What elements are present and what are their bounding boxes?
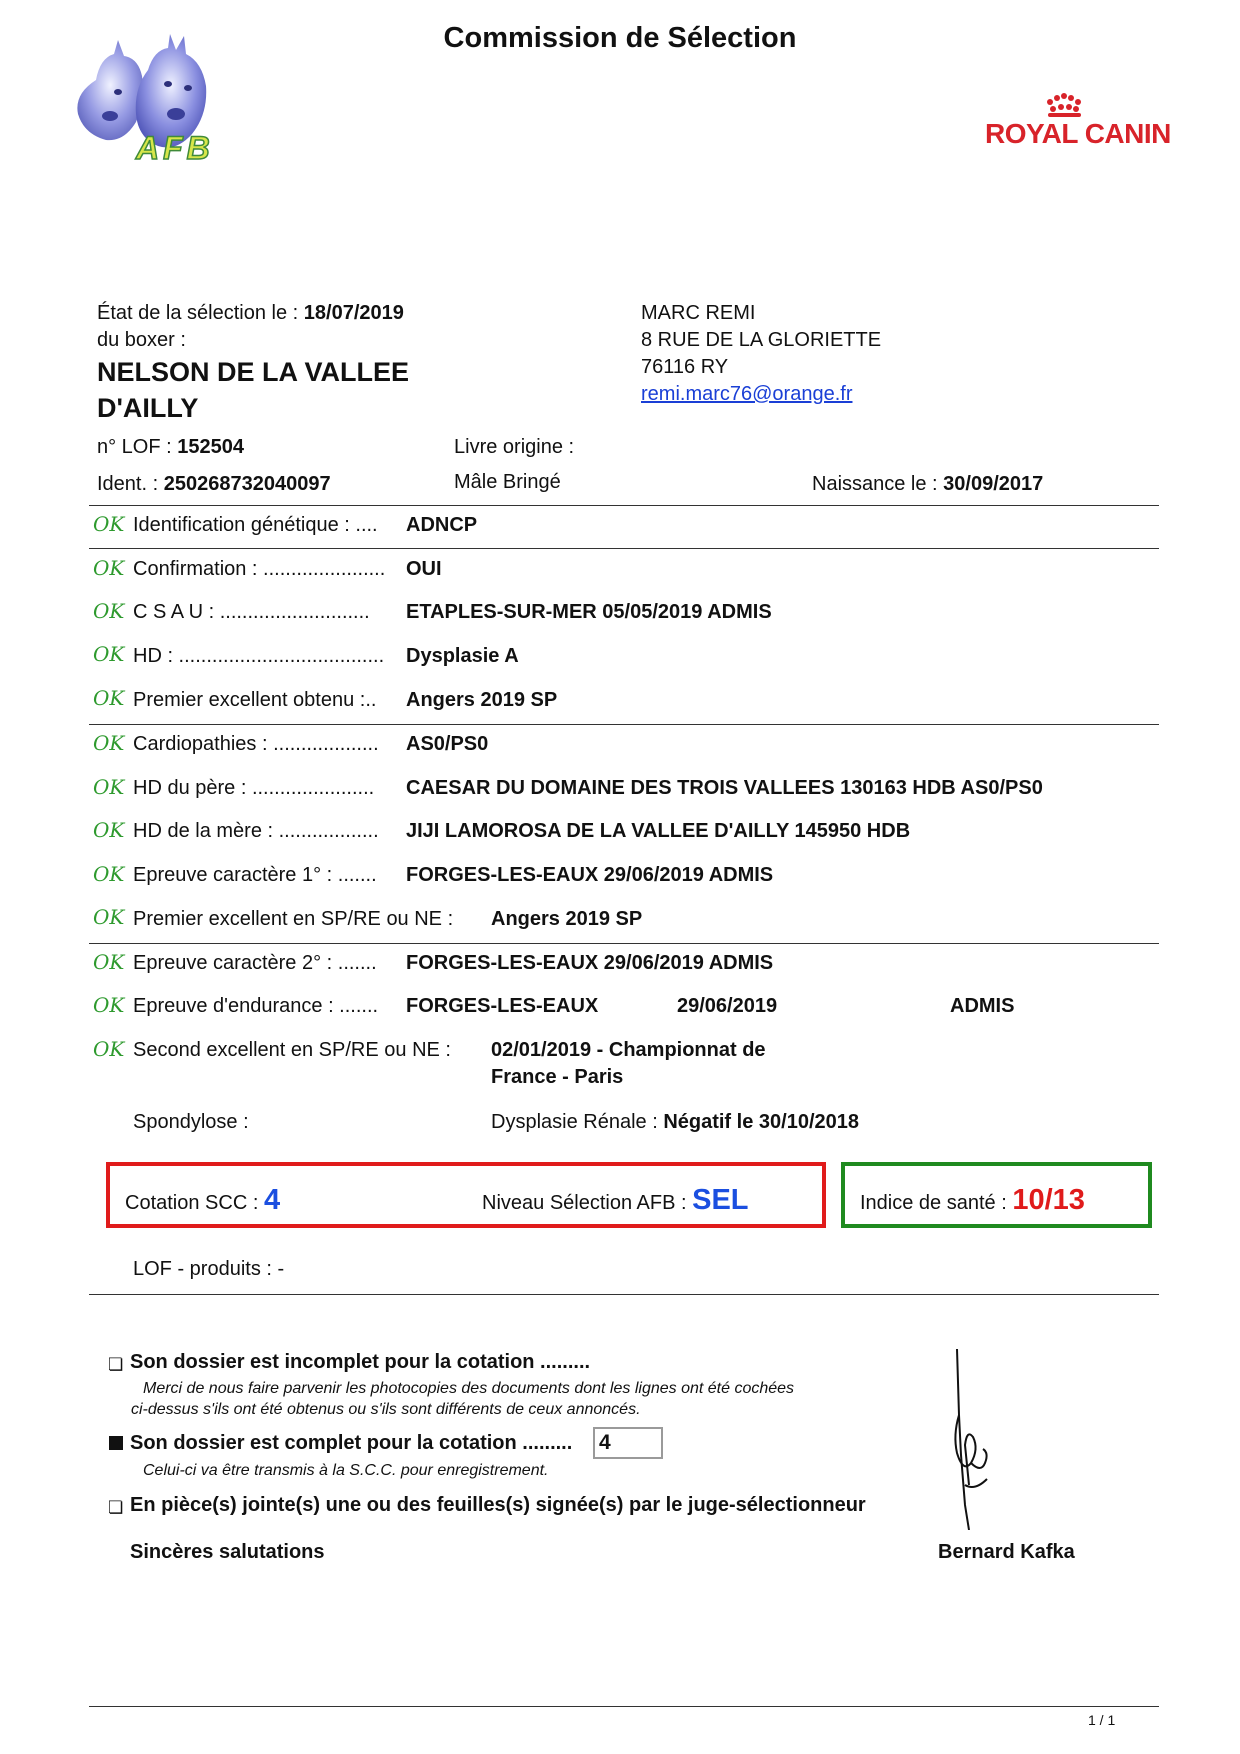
ident-value: 250268732040097 bbox=[163, 473, 331, 495]
health-index bbox=[860, 1184, 1085, 1217]
complete-checkbox[interactable] bbox=[109, 1436, 123, 1450]
ok-mark: OK bbox=[93, 950, 125, 974]
cotation-scc bbox=[125, 1184, 280, 1217]
character1-value: FORGES-LES-EAUX 29/06/2019 ADMIS bbox=[406, 864, 774, 886]
lof-value: 152504 bbox=[177, 436, 244, 458]
ok-mark: OK bbox=[93, 993, 125, 1017]
first-excellent-value: Angers 2019 SP bbox=[406, 689, 558, 711]
afb-logo-text: AFB bbox=[136, 130, 214, 166]
endurance-date: 29/06/2019 bbox=[677, 995, 778, 1017]
renal-label: Dysplasie Rénale : bbox=[491, 1111, 664, 1133]
ident-label: Ident. : bbox=[97, 473, 164, 495]
complete-text: Son dossier est complet pour la cotation ......... bbox=[130, 1432, 573, 1454]
cardio-label: Cardiopathies : ................... bbox=[133, 733, 379, 755]
signature-icon bbox=[935, 1345, 1005, 1530]
birth-line bbox=[812, 473, 1043, 496]
birth-value: 30/09/2017 bbox=[943, 473, 1044, 495]
signatory-name: Bernard Kafka bbox=[938, 1541, 1075, 1563]
health-label: Indice de santé : bbox=[860, 1192, 1013, 1214]
endurance-label: Epreuve d'endurance : ....... bbox=[133, 995, 379, 1017]
boxer-label: du boxer : bbox=[97, 329, 186, 351]
owner-address2: 76116 RY bbox=[641, 356, 729, 378]
confirmation-label: Confirmation : ...................... bbox=[133, 558, 386, 580]
niveau-selection bbox=[482, 1184, 749, 1217]
character2-label: Epreuve caractère 2° : ....... bbox=[133, 952, 377, 974]
owner-name: MARC REMI bbox=[641, 302, 756, 324]
renal-line bbox=[491, 1111, 859, 1134]
lof-products: LOF - produits : - bbox=[133, 1258, 285, 1280]
page-number: 1 / 1 bbox=[1088, 1712, 1116, 1728]
ok-mark: OK bbox=[93, 556, 125, 580]
divider bbox=[89, 505, 1159, 506]
character1-label: Epreuve caractère 1° : ....... bbox=[133, 864, 377, 886]
cotation-label: Cotation SCC : bbox=[125, 1192, 264, 1214]
ok-mark: OK bbox=[93, 599, 125, 623]
incomplete-text: Son dossier est incomplet pour la cotation ......... bbox=[130, 1351, 591, 1373]
selection-date: 18/07/2019 bbox=[303, 302, 404, 324]
hd-label: HD : ..................................... bbox=[133, 645, 385, 667]
page-title: Commission de Sélection bbox=[443, 22, 797, 54]
hd-value: Dysplasie A bbox=[406, 645, 519, 667]
ok-mark: OK bbox=[93, 862, 125, 886]
second-sp-label: Second excellent en SP/RE ou NE : bbox=[133, 1039, 451, 1061]
cardio-value: AS0/PS0 bbox=[406, 733, 489, 755]
renal-value: Négatif le 30/10/2018 bbox=[663, 1111, 859, 1133]
ident-line bbox=[97, 473, 331, 496]
endurance-place: FORGES-LES-EAUX bbox=[406, 995, 599, 1017]
complete-note: Celui-ci va être transmis à la S.C.C. pour enregistrement. bbox=[143, 1462, 549, 1479]
divider bbox=[89, 1294, 1159, 1295]
niveau-value: SEL bbox=[692, 1184, 749, 1216]
divider bbox=[89, 724, 1159, 725]
sex-color: Mâle Bringé bbox=[454, 471, 561, 493]
character2-value: FORGES-LES-EAUX 29/06/2019 ADMIS bbox=[406, 952, 774, 974]
csau-label: C S A U : ........................... bbox=[133, 601, 370, 623]
selection-date-line bbox=[97, 302, 404, 325]
endurance-result: ADMIS bbox=[950, 995, 1015, 1017]
second-sp-value-line1: 02/01/2019 - Championnat de bbox=[491, 1039, 766, 1061]
second-sp-value-line2: France - Paris bbox=[491, 1066, 624, 1088]
livre-origine-label: Livre origine : bbox=[454, 436, 575, 458]
attached-checkbox[interactable]: ❏ bbox=[108, 1498, 124, 1517]
incomplete-checkbox[interactable]: ❏ bbox=[108, 1355, 124, 1374]
crown-icon bbox=[985, 92, 1155, 120]
complete-cotation-field[interactable]: 4 bbox=[593, 1427, 663, 1459]
lof-label: n° LOF : bbox=[97, 436, 178, 458]
csau-value: ETAPLES-SUR-MER 05/05/2019 ADMIS bbox=[406, 601, 772, 623]
greetings: Sincères salutations bbox=[130, 1541, 325, 1563]
selection-date-label: État de la sélection le : bbox=[97, 302, 304, 324]
genetic-label: Identification génétique : .... bbox=[133, 514, 378, 536]
ok-mark: OK bbox=[93, 512, 125, 536]
first-excellent-label: Premier excellent obtenu :.. bbox=[133, 689, 377, 711]
owner-email-link[interactable]: remi.marc76@orange.fr bbox=[641, 383, 853, 405]
dog-name-line1: NELSON DE LA VALLEE bbox=[97, 357, 410, 387]
ok-mark: OK bbox=[93, 642, 125, 666]
ok-mark: OK bbox=[93, 905, 125, 929]
spondylose-label: Spondylose : bbox=[133, 1111, 249, 1133]
ok-mark: OK bbox=[93, 818, 125, 842]
divider bbox=[89, 943, 1159, 944]
first-sp-value: Angers 2019 SP bbox=[491, 908, 643, 930]
hd-mother-value: JIJI LAMOROSA DE LA VALLEE D'AILLY 145950 HDB bbox=[406, 820, 911, 842]
cotation-value: 4 bbox=[263, 1184, 281, 1216]
hd-father-label: HD du père : ...................... bbox=[133, 777, 375, 799]
royal-canin-logo bbox=[985, 92, 1171, 152]
confirmation-value: OUI bbox=[406, 558, 442, 580]
ok-mark: OK bbox=[93, 686, 125, 710]
ok-mark: OK bbox=[93, 775, 125, 799]
royal-canin-text: ROYAL CANIN bbox=[985, 118, 1171, 149]
genetic-value: ADNCP bbox=[406, 514, 478, 536]
owner-address1: 8 RUE DE LA GLORIETTE bbox=[641, 329, 882, 351]
divider bbox=[89, 1706, 1159, 1707]
first-sp-label: Premier excellent en SP/RE ou NE : bbox=[133, 908, 454, 930]
lof-line bbox=[97, 436, 244, 459]
attached-text: En pièce(s) jointe(s) une ou des feuilles(s) signée(s) par le juge-sélectionneur bbox=[130, 1494, 866, 1516]
afb-logo bbox=[66, 30, 226, 170]
incomplete-note-line1: Merci de nous faire parvenir les photocopies des documents dont les lignes ont été cochées bbox=[143, 1380, 795, 1397]
incomplete-note-line2: ci-dessus s'ils ont été obtenus ou s'ils sont différents de ceux annoncés. bbox=[131, 1401, 641, 1418]
health-value: 10/13 bbox=[1012, 1184, 1085, 1216]
ok-mark: OK bbox=[93, 1037, 125, 1061]
handwritten-signature bbox=[935, 1345, 1005, 1530]
birth-label: Naissance le : bbox=[812, 473, 944, 495]
niveau-label: Niveau Sélection AFB : bbox=[482, 1192, 693, 1214]
hd-father-value: CAESAR DU DOMAINE DES TROIS VALLEES 130163 HDB AS0/PS0 bbox=[406, 777, 1043, 799]
hd-mother-label: HD de la mère : .................. bbox=[133, 820, 379, 842]
ok-mark: OK bbox=[93, 731, 125, 755]
divider bbox=[89, 548, 1159, 549]
dog-name-line2: D'AILLY bbox=[97, 393, 199, 423]
